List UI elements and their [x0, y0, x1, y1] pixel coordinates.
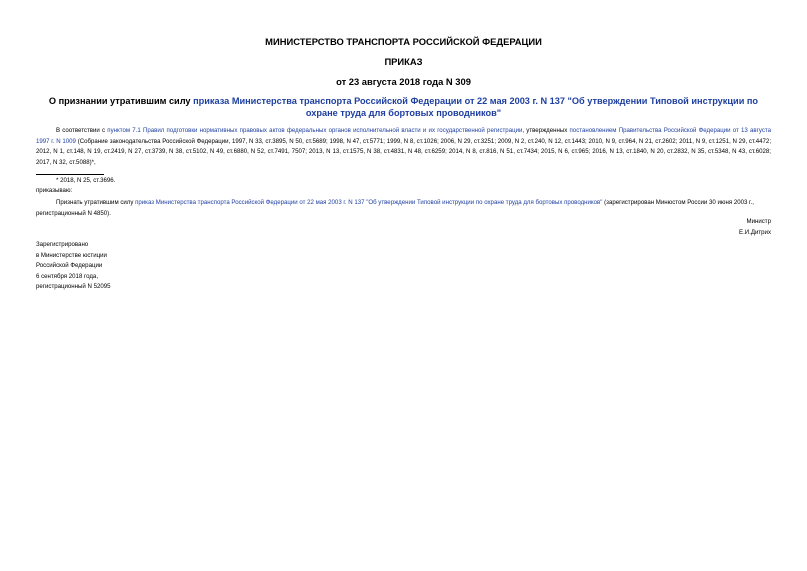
order-link[interactable]: приказ Министерства транспорта Российской Федерации от 22 мая 2003 г. N 137 "Об утверждении Типовой инструкции по охране труда для бортовых проводников": [135, 199, 603, 206]
registration-line: Российской Федерации: [36, 262, 103, 270]
preamble-paragraph: [36, 126, 771, 168]
doc-type-heading: ПРИКАЗ: [384, 56, 423, 67]
date-number-heading: от 23 августа 2018 года N 309: [336, 76, 471, 87]
title-link[interactable]: приказа Министерства транспорта Российской Федерации от 22 мая 2003 г. N 137 "Об утверждении Типовой инструкции по охране труда для бортовых проводников": [193, 96, 759, 118]
preamble-link-decree[interactable]: постановлением Правительства Российской Федерации от 13 августа 1997 г. N 1009: [36, 127, 772, 145]
preamble-start: В соответствии с: [56, 127, 108, 134]
order-end: (зарегистрирован Минюстом России 30 июня 2003 г., регистрационный N 4850).: [36, 199, 754, 217]
footnote-text: * 2018, N 25, ст.3696.: [56, 177, 116, 184]
preamble-mid: , утвержденных: [522, 127, 570, 134]
signature-position: Министр: [746, 218, 771, 225]
registration-line: 6 сентября 2018 года,: [36, 272, 99, 280]
registration-line: Зарегистрировано: [36, 241, 89, 248]
order-paragraph: [36, 198, 771, 219]
registration-block: [36, 240, 111, 293]
registration-line: в Министерстве юстиции: [36, 251, 107, 259]
document-title: [36, 95, 771, 119]
ministry-heading: МИНИСТЕРСТВО ТРАНСПОРТА РОССИЙСКОЙ ФЕДЕРАЦИИ: [265, 36, 542, 47]
registration-line: регистрационный N 52095: [36, 283, 111, 291]
order-word: приказываю:: [36, 187, 73, 194]
title-prefix: О признании утратившим силу: [48, 96, 194, 106]
order-start: Признать утратившим силу: [56, 199, 136, 206]
preamble-link-rules[interactable]: пунктом 7.1 Правил подготовки нормативных правовых актов федеральных органов исполнительной власти и их государственной регистрации: [107, 127, 523, 134]
preamble-end: (Собрание законодательства Российской Федерации, 1997, N 33, ст.3895, N 50, ст.5689; 1998, N 47, ст.5771; 1999, N 8, ст.1026; 2006, N 29, ст.3251; 2009, N 2, ст.240, N 12, ст.1443; 2010, N 9, ст.964, N 21, ст.2602; 2011, N 9, ст.1251, N 29, ст.4472; 2012, N 1, ст.148, N 19, ст.2419, N 27, ст.3739, N 38, ст.5102, N 49, ст.6880, N 52, ст.7491, 7507; 2013, N 13, ст.1575, N 38, ст.4831, N 48, ст.6259; 2014, N 8, ст.816, N 51, ст.7434; 2015, N 6, ст.965; 2016, N 13, ст.1840, N 20, ст.2832, N 35, ст.5348, N 43, ст.6028; 2017, N 32, ст.5088)*,: [36, 137, 772, 166]
signature-name: Е.И.Дитрих: [739, 229, 771, 236]
footnote-divider: [36, 174, 104, 175]
